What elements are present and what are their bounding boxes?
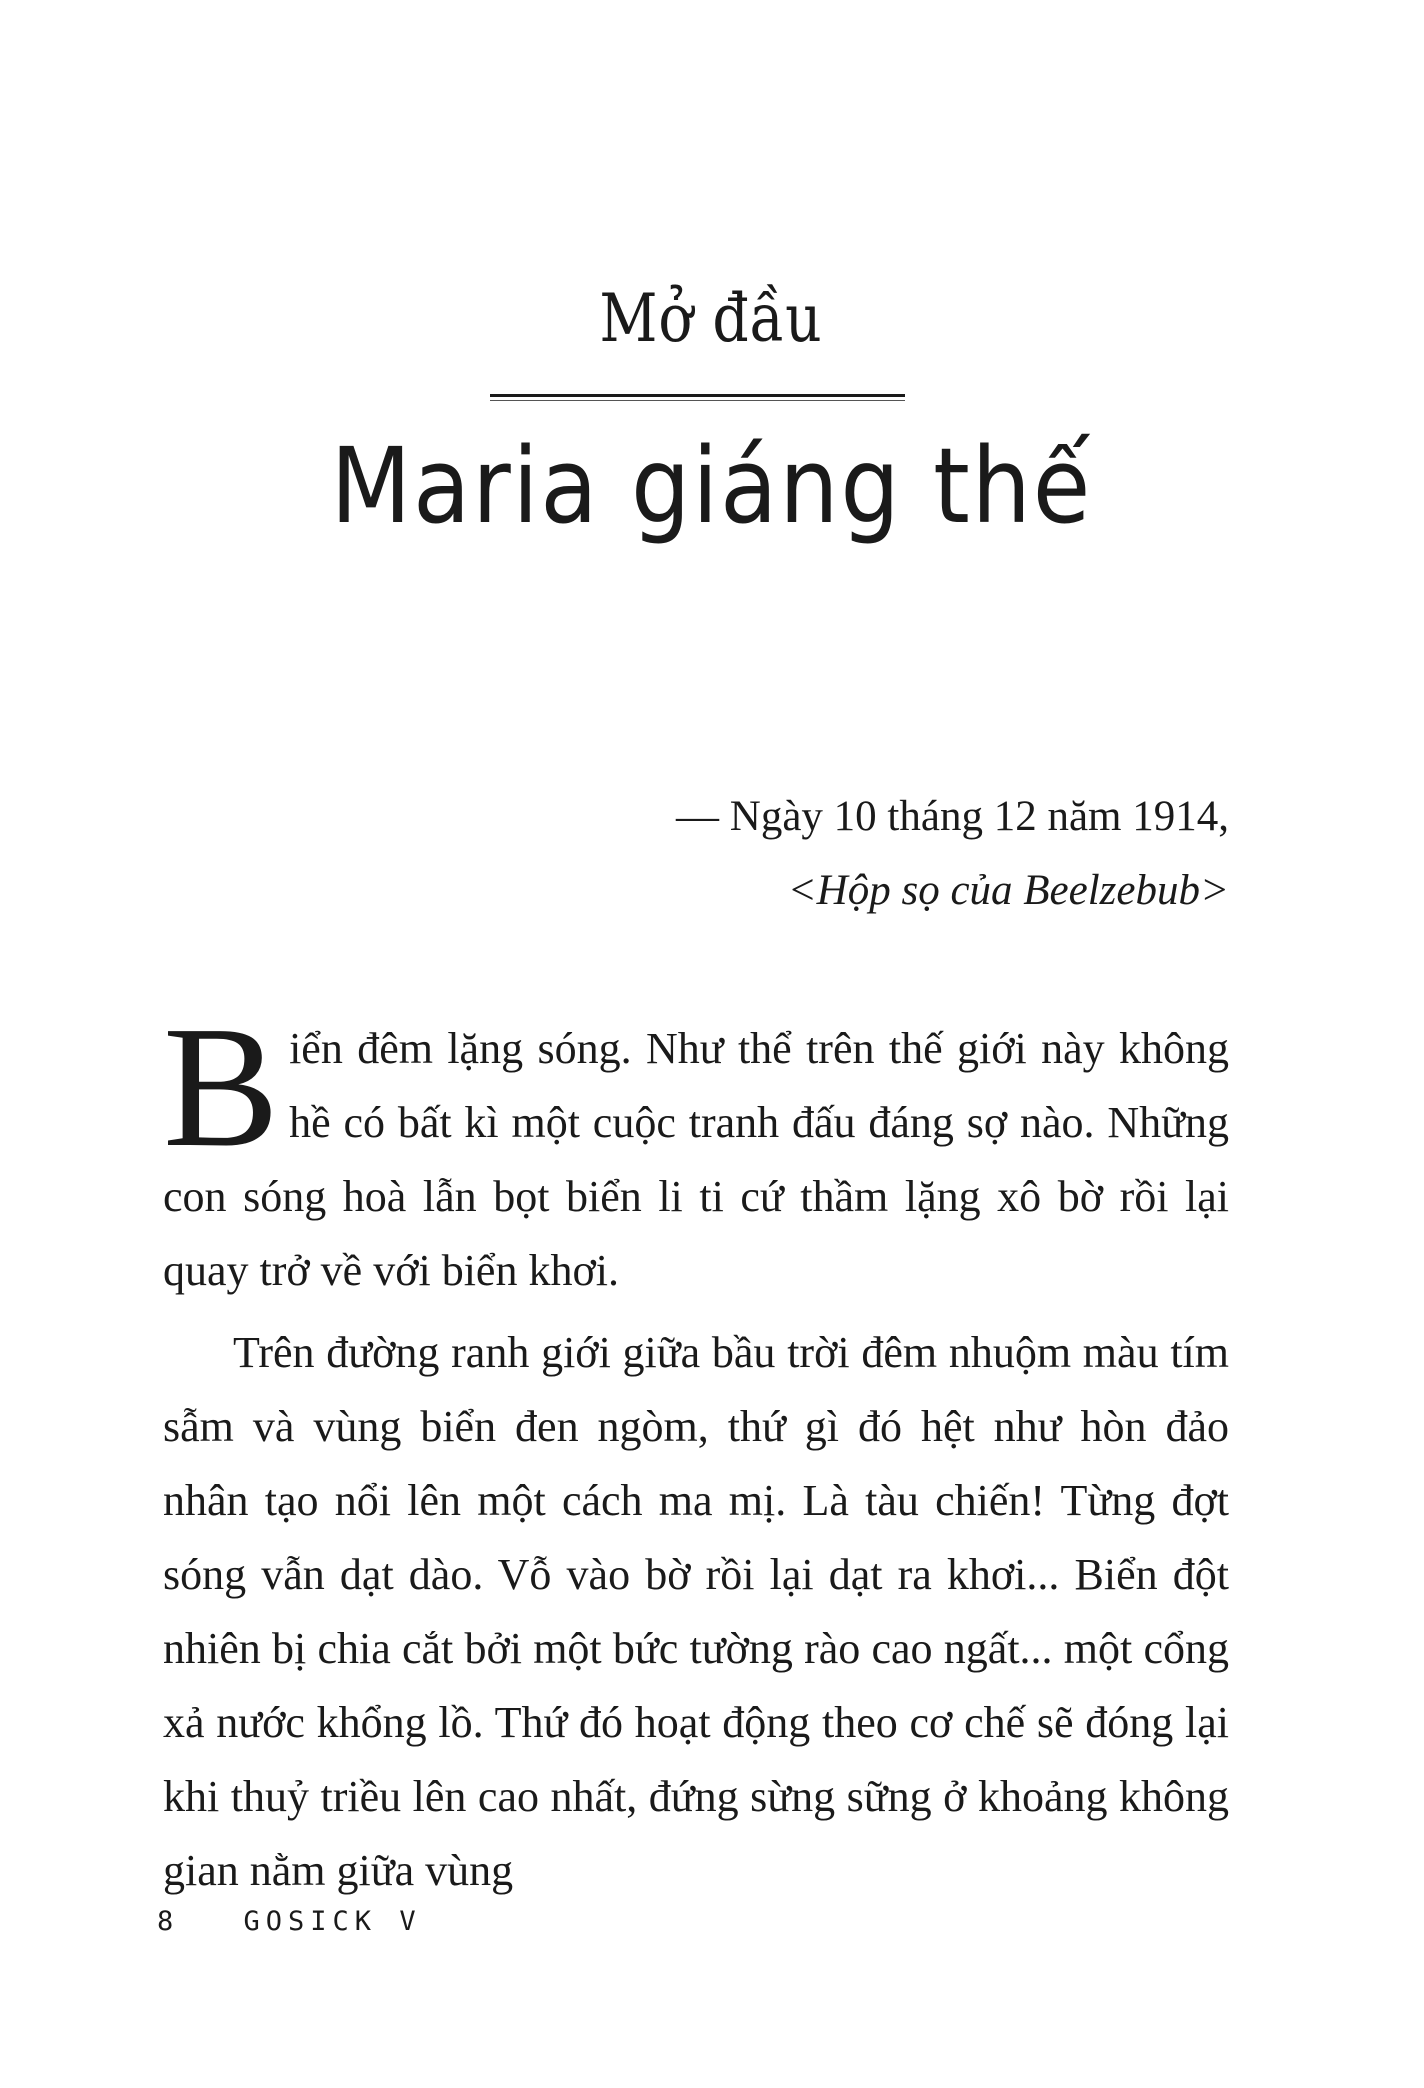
epigraph (676, 780, 1229, 928)
title-divider (490, 394, 905, 397)
epigraph-source: <Hộp sọ của Beelzebub> (787, 867, 1229, 914)
page-footer (157, 1906, 422, 1937)
page-number: 8 (157, 1906, 180, 1937)
paragraph-2: Trên đường ranh giới giữa bầu trời đêm nhuộm màu tím sẫm và vùng biển đen ngòm, thứ gì đó hệt như hòn đảo nhân tạo nổi lên một cách ma mị. Là tàu chiến! Từng đợt sóng vẫn dạt dào. Vỗ vào bờ rồi lại dạt ra khơi... Biển đột nhiên bị chia cắt bởi một bức tường rào cao ngất... một cổng xả nước khổng lồ. Thứ đó hoạt động theo cơ chế sẽ đóng lại khi thuỷ triều lên cao nhất, đứng sừng sững ở khoảng không gian nằm giữa vùng (163, 1328, 1229, 1895)
running-title: GOSICK V (243, 1906, 422, 1937)
drop-cap: B (163, 990, 280, 1183)
epigraph-date-line: — Ngày 10 tháng 12 năm 1914, (676, 793, 1229, 840)
paragraph-1-text: iển đêm lặng sóng. Như thể trên thế giới này không hề có bất kì một cuộc tranh đấu đáng sợ nào. Những con sóng hoà lẫn bọt biển li ti cứ thầm lặng xô bờ rồi lại quay trở về với biển khơi. (163, 1024, 1229, 1295)
chapter-title: Maria giáng thế (330, 425, 1093, 547)
chapter-label: Mở đầu (599, 280, 823, 357)
paragraph-1 (163, 990, 1229, 1308)
body-text (163, 990, 1229, 1908)
